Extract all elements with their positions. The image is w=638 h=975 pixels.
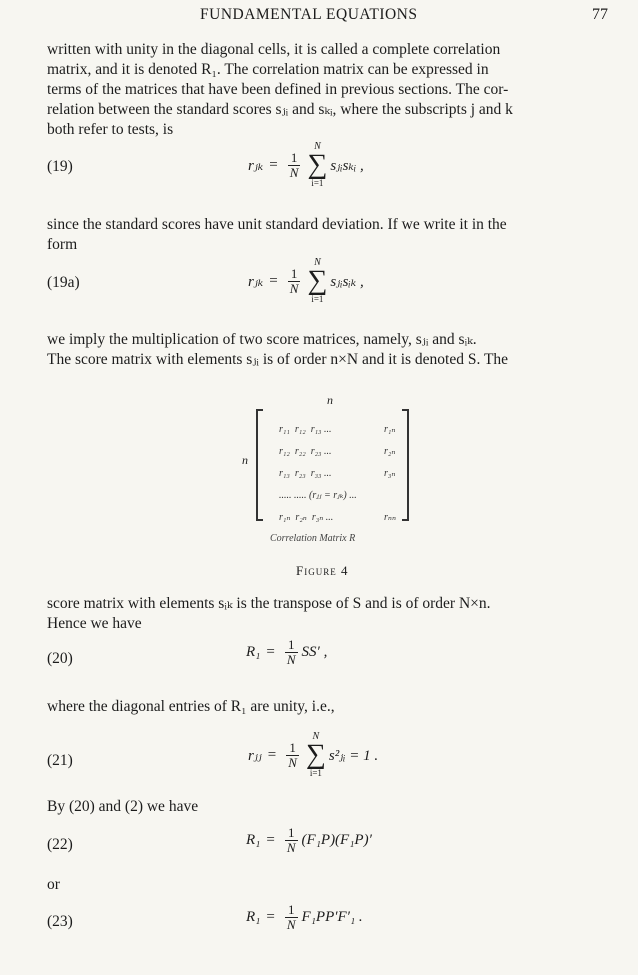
matrix-row-cells: r₁₂ r₂₂ r₂₃ ... [279,446,332,457]
eq-lhs: R₁ [246,832,261,848]
frac-numerator: 1 [289,739,296,755]
equation-number: (21) [47,752,73,769]
text-line: score matrix with elements sᵢₖ is the transpose of S and is of order N×n. [47,595,491,612]
eq-rhs: sⱼᵢsₖᵢ , [330,157,364,174]
frac-denominator: N [286,840,296,855]
equation-body [248,142,364,188]
eq-equals: = [269,156,278,173]
eq-fraction [285,638,298,667]
matrix-column-count-label: n [327,393,333,407]
paragraph-6 [47,797,611,817]
eq-equals: = [266,909,275,925]
summation-sign: N ∑ i=1 [305,731,326,778]
matrix-row-cells: r₁₃ r₂₃ r₃₃ ... [279,468,332,479]
equation-20 [0,638,638,698]
equation-23 [0,903,638,963]
sum-lower-limit: i=1 [309,768,322,778]
correlation-matrix-figure [236,393,416,543]
equation-body [246,903,363,932]
matrix-row [264,501,396,534]
eq-fraction [286,741,299,770]
frac-denominator: N [289,164,299,180]
frac-numerator: 1 [287,825,295,840]
text-line: form [47,236,78,253]
eq-lhs: R₁ [246,644,261,660]
text-line: written with unity in the diagonal cells, it is called a complete correlation [47,41,501,58]
eq-equals: = [269,272,278,289]
equation-body [246,826,372,855]
sum-upper-limit: N [312,731,320,742]
sum-lower-limit: i=1 [311,294,324,304]
frac-numerator: 1 [287,902,295,917]
matrix-row-last: r₂ₙ [384,446,396,457]
equation-number: (22) [47,836,73,853]
matrix-row-cells: r₁₁ r₁₂ r₁₃ ... [279,424,332,435]
equation-19a [0,258,638,318]
paragraph-5 [47,697,611,717]
frac-numerator: 1 [287,637,295,652]
equation-body [246,638,327,667]
text-line: where the diagonal entries of R₁ are unity, i.e., [47,698,335,715]
eq-rhs: F₁PP′F′₁ . [301,909,363,925]
paragraph-4 [47,594,611,634]
equation-19 [0,142,638,202]
matrix-row-cells: ..... ..... (rⱼⱼ = rⱼₖ) ... [279,490,357,501]
eq-fraction [288,267,301,296]
matrix-right-bracket [402,409,409,521]
text-line: terms of the matrices that have been defined in previous sections. The cor- [47,81,509,98]
paragraph-7 [47,875,611,895]
equation-body [248,732,378,778]
text-line: we imply the multiplication of two score matrices, namely, sⱼᵢ and sᵢₖ. [47,331,477,348]
summation-sign: N ∑ i=1 [307,141,328,188]
eq-fraction [285,903,298,932]
text-line: The score matrix with elements sⱼᵢ is of order n×N and it is denoted S. The [47,351,509,368]
eq-lhs: rⱼⱼ [248,747,262,764]
text-line: relation between the standard scores sⱼᵢ and sₖᵢ, where the subscripts j and k [47,101,513,118]
page-header [0,4,638,28]
paragraph-3 [47,330,611,370]
matrix-row-last: r₃ₙ [384,468,396,479]
equation-21 [0,732,638,792]
frac-denominator: N [288,754,297,770]
equation-number: (19) [47,158,73,175]
equation-number: (19a) [47,274,80,291]
eq-lhs: rⱼₖ [248,157,264,174]
frac-numerator: 1 [290,265,298,281]
text-line: By (20) and (2) we have [47,798,199,815]
text-line: matrix, and it is denoted R₁. The correlation matrix can be expressed in [47,61,489,78]
paragraph-intro [47,40,611,140]
eq-rhs: (F₁P)(F₁P)′ [301,832,372,848]
matrix-row-cells: r₁ₙ r₂ₙ r₃ₙ ... [279,512,334,523]
handwritten-caption: Correlation Matrix R [270,533,356,544]
text-line: or [47,876,60,893]
equation-number: (20) [47,650,73,667]
matrix-row-count-label: n [242,453,248,467]
sum-upper-limit: N [314,257,321,268]
frac-numerator: 1 [290,149,298,165]
paragraph-2 [47,215,611,255]
text-line: since the standard scores have unit standard deviation. If we write it in the [47,216,507,233]
eq-equals: = [266,832,275,848]
eq-rhs: SS′ , [301,644,328,660]
eq-lhs: rⱼₖ [248,273,264,290]
equation-body [248,258,364,304]
eq-lhs: R₁ [246,909,261,925]
matrix-row-last: rₙₙ [384,512,396,523]
equation-number: (23) [47,913,73,930]
frac-denominator: N [289,280,299,296]
eq-fraction [288,151,301,180]
eq-rhs: sⱼᵢsᵢₖ , [330,273,364,290]
matrix-left-bracket [256,409,263,521]
matrix-row-last: r₁ₙ [384,424,396,435]
eq-equals: = [266,644,275,660]
figure-label: Figure 4 [296,563,349,578]
sum-lower-limit: i=1 [311,178,324,188]
summation-sign: N ∑ i=1 [307,257,328,304]
frac-denominator: N [286,917,296,932]
eq-fraction [285,826,298,855]
sum-upper-limit: N [314,141,321,152]
page-number: 77 [592,6,608,23]
frac-denominator: N [286,652,296,667]
eq-rhs: s²ⱼᵢ = 1 . [328,747,379,764]
eq-equals: = [267,746,277,763]
text-line: Hence we have [47,615,142,632]
text-line: both refer to tests, is [47,121,174,138]
running-title: FUNDAMENTAL EQUATIONS [200,6,418,23]
